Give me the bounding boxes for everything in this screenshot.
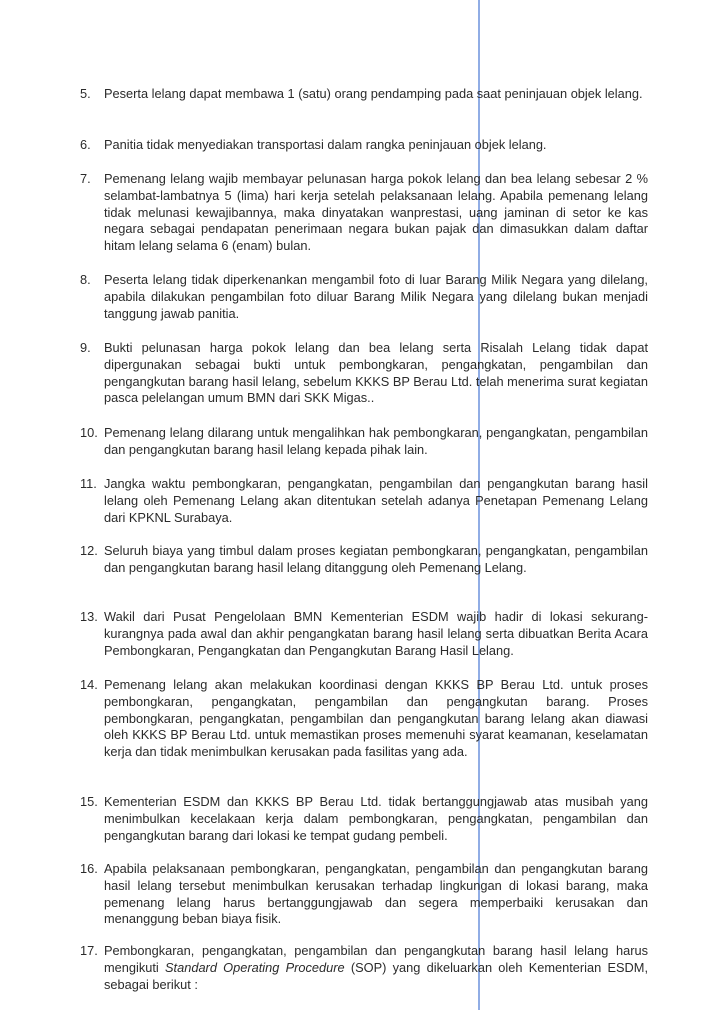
- list-item: [80, 86, 648, 103]
- item-number: 11.: [80, 476, 97, 491]
- list-item: [80, 794, 648, 844]
- item-number: 7.: [80, 171, 91, 186]
- list-item: [80, 943, 648, 993]
- item-number: 12.: [80, 543, 98, 558]
- item-number: 6.: [80, 137, 91, 152]
- item-text: Apabila pelaksanaan pembongkaran, pengangkatan, pengambilan dan pengangkutan barang hasil lelang tersebut menimbulkan kerusakan terhadap lingkungan di lokasi barang, maka pemenang lelang harus bertanggungjawab dan segera memperbaiki kerusakan dan menanggung beban biaya fisik.: [104, 861, 648, 927]
- item-text: Panitia tidak menyediakan transportasi dalam rangka peninjauan objek lelang.: [104, 137, 547, 152]
- list-item: [80, 425, 648, 459]
- item-text-italic: Standard Operating Procedure: [165, 959, 345, 975]
- item-number: 9.: [80, 340, 91, 355]
- item-number: 16.: [80, 861, 98, 876]
- list-item: [80, 609, 648, 659]
- item-text: Jangka waktu pembongkaran, pengangkatan, pengambilan dan pengangkutan barang hasil lelang oleh Pemenang Lelang akan ditentukan setelah adanya Penetapan Pemenang Lelang dari KPKNL Surabaya.: [104, 476, 648, 525]
- item-text: Kementerian ESDM dan KKKS BP Berau Ltd. tidak bertanggungjawab atas musibah yang menimbulkan kecelakaan kerja dalam pembongkaran, pengangkatan, pengambilan dan pengangkutan barang dari lokasi ke tempat gudang pembeli.: [104, 794, 648, 843]
- item-text: Bukti pelunasan harga pokok lelang dan bea lelang serta Risalah Lelang tidak dapat dipergunakan sebagai bukti untuk pembongkaran, pengangkatan, pengambilan dan pengangkutan barang hasil lelang, sebelum KKKS BP Berau Ltd. telah menerima surat kegiatan pasca pelelangan umum BMN dari SKK Migas..: [104, 340, 648, 406]
- list-item: [80, 171, 648, 255]
- list-item: [80, 137, 648, 154]
- item-number: 8.: [80, 272, 91, 287]
- list-item: [80, 861, 648, 928]
- item-number: 5.: [80, 86, 91, 101]
- item-text-start: Pembongkaran, pengangkatan, pengambilan dan pengangkutan barang hasil lelang harus mengikuti: [104, 943, 648, 975]
- item-text-end: (SOP) yang dikeluarkan oleh Kementerian ESDM, sebagai berikut :: [104, 959, 649, 992]
- item-number: 13.: [80, 609, 98, 624]
- item-text: [104, 943, 648, 993]
- item-number: 17.: [80, 943, 98, 958]
- list-item: [80, 677, 648, 761]
- item-number: 14.: [80, 677, 98, 692]
- item-text: Pemenang lelang dilarang untuk mengalihkan hak pembongkaran, pengangkatan, pengambilan dan pengangkutan barang hasil lelang kepada pihak lain.: [104, 425, 648, 457]
- item-number: 15.: [80, 794, 98, 809]
- list-item: [80, 543, 648, 577]
- item-text: Wakil dari Pusat Pengelolaan BMN Kementerian ESDM wajib hadir di lokasi sekurang-kurangnya pada awal dan akhir pengangkatan barang hasil lelang serta dibuatkan Berita Acara Pembongkaran, Pengangkatan dan Pengangkutan Barang Hasil Lelang.: [104, 609, 648, 658]
- list-item: [80, 272, 648, 322]
- list-item: [80, 476, 648, 526]
- item-number: 10.: [80, 425, 98, 440]
- item-text: Pemenang lelang wajib membayar pelunasan harga pokok lelang dan bea lelang sebesar 2 % selambat-lambatnya 5 (lima) hari kerja setelah pelaksanaan lelang. Apabila pemenang lelang tidak melunasi kewajibannya, maka dinyatakan wanprestasi, uang jaminan di setor ke kas negara sebagai pendapatan penerimaan negara bukan pajak dan dimasukkan dalam daftar hitam lelang selama 6 (enam) bulan.: [104, 171, 648, 254]
- item-text: Peserta lelang tidak diperkenankan mengambil foto di luar Barang Milik Negara yang dilelang, apabila dilakukan pengambilan foto diluar Barang Milik Negara yang dilelang bukan menjadi tanggung jawab panitia.: [104, 272, 648, 321]
- item-text: Peserta lelang dapat membawa 1 (satu) orang pendamping pada saat peninjauan objek lelang.: [104, 86, 643, 101]
- item-text: Pemenang lelang akan melakukan koordinasi dengan KKKS BP Berau Ltd. untuk proses pembongkaran, pengangkatan, pengambilan dan pengangkutan barang. Proses pembongkaran, pengangkatan, pengambilan dan pengangkutan barang lelang akan diawasi oleh KKKS BP Berau Ltd. untuk memastikan proses memenuhi syarat keamanan, keselamatan kerja dan tidak menimbulkan kerusakan pada fasilitas yang ada.: [104, 677, 648, 760]
- list-item: [80, 340, 648, 407]
- item-text: Seluruh biaya yang timbul dalam proses kegiatan pembongkaran, pengangkatan, pengambilan dan pengangkutan barang hasil lelang ditanggung oleh Pemenang Lelang.: [104, 543, 648, 575]
